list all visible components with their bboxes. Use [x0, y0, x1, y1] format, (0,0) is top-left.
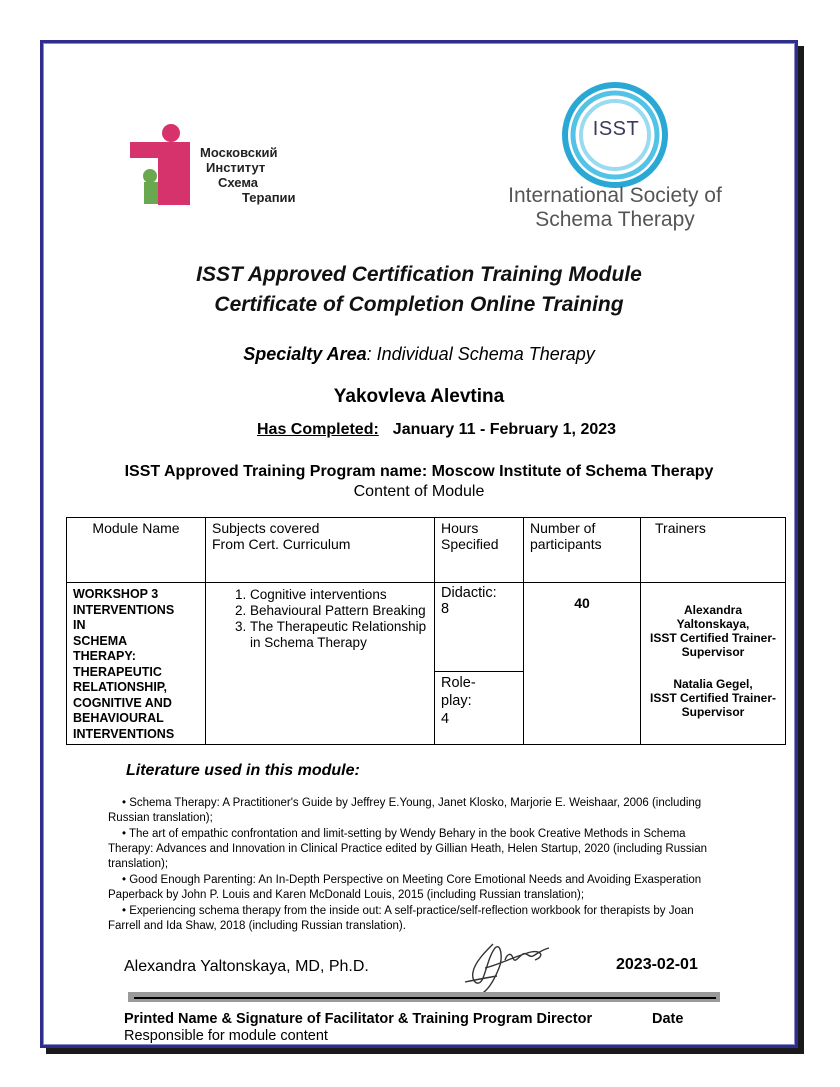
content-heading: Content of Module [353, 483, 485, 500]
specialty-area: Specialty Area: Individual Schema Therapy [243, 344, 595, 364]
subject-item: 2. Behavioural Pattern Breaking [250, 603, 428, 619]
subject-item: 1. Cognitive interventions [250, 587, 428, 603]
didactic-hours: Didactic: 8 [435, 583, 524, 672]
isst-full-name: International Society of Schema Therapy [508, 184, 722, 231]
header-trainers: Trainers [641, 518, 786, 583]
recipient-name: Yakovleva Alevtina [333, 386, 505, 407]
moscow-institute-wordmark: Московский Институт Схема Терапии [200, 145, 296, 205]
signatory-name: Alexandra Yaltonskaya, MD, Ph.D. [124, 958, 369, 975]
completion-dates: Has Completed: January 11 - February 1, 2023 [257, 421, 617, 438]
printed-name-label: Printed Name & Signature of Facilitator & Training Program Director [124, 1011, 593, 1027]
signature-date: 2023-02-01 [616, 956, 698, 973]
literature-heading: Literature used in this module: [126, 762, 360, 779]
isst-acronym: ISST [592, 118, 640, 140]
subjects-cell [206, 583, 435, 745]
module-name-cell: WORKSHOP 3 INTERVENTIONS IN SCHEMA THERAPY: THERAPEUTIC RELATIONSHIP, COGNITIVE AND BEHAVIOURAL INTERVENTIONS [67, 583, 206, 745]
header-subjects: Subjects covered From Cert. Curriculum [206, 518, 435, 583]
header-hours: Hours Specified [435, 518, 524, 583]
header-participants: Number of participants [524, 518, 641, 583]
literature-item: • Experiencing schema therapy from the inside out: A self-practice/self-reflection workbook for therapists by Joan Farrell and Ida Shaw, 2018 (including Russian translation). [108, 905, 694, 932]
literature-item: • The art of empathic confrontation and limit-setting by Wendy Behary in the book Creative Methods in Schema Therapy: Advances and Innovation in Clinical Practice edited by Gillian Heath, Helen Startup, 2020 (including Russian translation); [108, 828, 707, 870]
participants-count: 40 [524, 583, 641, 745]
header-module: Module Name [67, 518, 206, 583]
program-name: ISST Approved Training Program name: Moscow Institute of Schema Therapy [124, 463, 714, 480]
handwritten-signature [445, 938, 555, 996]
subject-item: 3. The Therapeutic Relationship in Schema Therapy [250, 619, 428, 651]
trainers-cell: Alexandra Yaltonskaya, ISST Certified Trainer- Supervisor Natalia Gegel, ISST Certified Trainer- Supervisor [641, 583, 786, 745]
certificate-title-line1: ISST Approved Certification Training Module [196, 263, 642, 286]
responsible-label: Responsible for module content [124, 1028, 328, 1044]
literature-item: • Schema Therapy: A Practitioner's Guide by Jeffrey E.Young, Janet Klosko, Marjorie E. Weishaar, 2006 (including Russian translation); [108, 797, 702, 824]
literature-item: • Good Enough Parenting: An In-Depth Perspective on Meeting Core Emotional Needs and Avoiding Exasperation Paperback by John P. Louis and Karen McDonald Louis, 2015 (including Russian translation); [108, 874, 702, 901]
signature-line [134, 997, 716, 999]
roleplay-hours: Role- play: 4 [435, 672, 524, 745]
literature-list [108, 796, 718, 935]
date-label: Date [652, 1011, 684, 1027]
certificate-title-line2: Certificate of Completion Online Training [214, 293, 624, 316]
module-table [66, 517, 786, 745]
